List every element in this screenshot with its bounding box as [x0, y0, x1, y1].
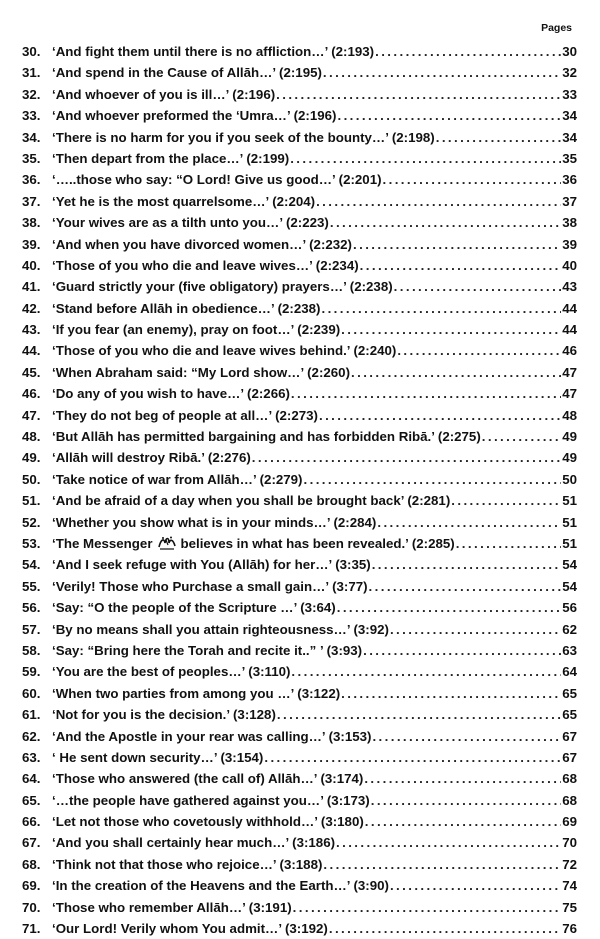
entry-title: ‘Then depart from the place…’ (2:199): [52, 150, 290, 166]
toc-entry: [22, 790, 577, 811]
toc-entry: [22, 918, 577, 939]
entry-page-number: 30: [562, 44, 577, 59]
entry-title-part: believes in what has been revealed.’ (2:285): [180, 535, 455, 551]
toc-entry: [22, 897, 577, 918]
entry-title: ‘Verily! Those who Purchase a small gain…’ (3:77): [52, 578, 368, 594]
entry-title: ‘By no means shall you attain righteousness…’ (3:92): [52, 621, 389, 637]
toc-entry: [22, 383, 577, 404]
entry-page-number: 37: [562, 193, 577, 209]
toc-entry: [22, 726, 577, 747]
entry-number: 56.: [22, 600, 41, 616]
dot-leader: [293, 897, 562, 918]
toc-entry: [22, 447, 577, 468]
entry-title: ‘And I seek refuge with You (Allāh) for her…’ (3:35): [52, 557, 371, 573]
toc-entry: [22, 234, 577, 255]
dot-leader: [383, 169, 562, 190]
entry-page-number: 38: [562, 215, 577, 231]
toc-entry: [22, 405, 577, 426]
toc-entry: [22, 832, 577, 853]
dot-leader: [364, 768, 561, 789]
entry-number: 69.: [22, 878, 41, 894]
dot-leader: [321, 298, 561, 319]
entry-page-number: 35: [562, 150, 577, 166]
dot-leader: [456, 533, 562, 554]
toc-entry: [22, 490, 577, 511]
entry-page-number: 56: [562, 600, 577, 616]
dot-leader: [377, 512, 561, 533]
dot-leader: [341, 319, 561, 340]
entry-number: 68.: [22, 856, 41, 872]
dot-leader: [252, 447, 561, 468]
entry-number: 43.: [22, 322, 41, 338]
toc-entry: [22, 148, 577, 169]
dot-leader: [451, 490, 561, 511]
entry-number: 46.: [22, 386, 41, 402]
dot-leader: [330, 212, 561, 233]
entry-page-number: 74: [562, 878, 577, 894]
dot-leader: [390, 875, 561, 896]
entry-number: 42.: [22, 300, 41, 316]
dot-leader: [397, 340, 561, 361]
dot-leader: [291, 661, 561, 682]
entry-title: ‘Think not that those who rejoice…’ (3:188): [52, 856, 323, 872]
entry-number: 70.: [22, 899, 41, 915]
toc-entry: [22, 169, 577, 190]
toc-entry: [22, 512, 577, 533]
entry-page-number: 54: [562, 578, 577, 594]
dot-leader: [341, 683, 561, 704]
toc-entry: [22, 191, 577, 212]
entry-number: 41.: [22, 279, 41, 295]
entry-title: ‘…..those who say: “O Lord! Give us good…’ (2:201): [52, 172, 382, 188]
entry-number: 30.: [22, 44, 41, 59]
toc-entry: [22, 362, 577, 383]
entry-number: 40.: [22, 257, 41, 273]
entry-number: 55.: [22, 578, 41, 594]
entry-title-part: ‘The Messenger: [52, 535, 153, 551]
entry-number: 57.: [22, 621, 41, 637]
dot-leader: [365, 811, 561, 832]
entry-number: 35.: [22, 150, 41, 166]
table-of-contents: [22, 41, 577, 939]
dot-leader: [372, 554, 562, 575]
dot-leader: [482, 426, 561, 447]
toc-entry: [22, 41, 577, 62]
entry-page-number: 62: [562, 621, 577, 637]
dot-leader: [277, 704, 561, 725]
entry-page-number: 47: [562, 386, 577, 402]
toc-entry: [22, 298, 577, 319]
entry-title: ‘And be afraid of a day when you shall be brought back’ (2:281): [52, 493, 451, 509]
entry-page-number: 54: [562, 557, 577, 573]
entry-title: ‘And whoever preformed the ‘Umra…’ (2:196): [52, 108, 337, 124]
entry-number: 49.: [22, 450, 41, 466]
entry-title: ‘Say: “O the people of the Scripture …’ (3:64): [52, 600, 336, 616]
entry-title: ‘Your wives are as a tilth unto you…’ (2:223): [52, 215, 329, 231]
entry-title: ‘Our Lord! Verily whom You admit…’ (3:192): [52, 921, 328, 937]
dot-leader: [337, 597, 561, 618]
entry-page-number: 69: [562, 814, 577, 830]
entry-page-number: 65: [562, 707, 577, 723]
entry-number: 59.: [22, 664, 41, 680]
dot-leader: [371, 790, 561, 811]
entry-title: ‘If you fear (an enemy), pray on foot…’ (2:239): [52, 322, 341, 338]
toc-entry: [22, 276, 577, 297]
entry-title: ‘Those who answered (the call of) Allāh…’ (3:174): [52, 771, 364, 787]
entry-number: 51.: [22, 493, 41, 509]
entry-title: ‘And you shall certainly hear much…’ (3:186): [52, 835, 336, 851]
toc-entry: [22, 683, 577, 704]
entry-title: ‘Guard strictly your (five obligatory) prayers…’ (2:238): [52, 279, 393, 295]
entry-number: 39.: [22, 236, 41, 252]
entry-page-number: 48: [562, 407, 577, 423]
entry-page-number: 49: [562, 429, 577, 445]
entry-title: ‘Do any of you wish to have…’ (2:266): [52, 386, 290, 402]
entry-title: ‘And when you have divorced women…’ (2:232): [52, 236, 352, 252]
calligraphy-seal-icon: [157, 535, 177, 551]
entry-number: 52.: [22, 514, 41, 530]
entry-page-number: 33: [562, 86, 577, 102]
entry-title: ‘…the people have gathered against you…’ (3:173): [52, 792, 370, 808]
pages-column-label: Pages: [541, 22, 572, 34]
dot-leader: [353, 234, 561, 255]
entry-title: ‘You are the best of peoples…’ (3:110): [52, 664, 291, 680]
entry-title: ‘Say: “Bring here the Torah and recite it..” ’ (3:93): [52, 642, 363, 658]
entry-page-number: 70: [562, 835, 577, 851]
entry-title: ‘ He sent down security…’ (3:154): [52, 749, 264, 765]
entry-page-number: 50: [562, 471, 577, 487]
toc-entry: [22, 255, 577, 276]
entry-page-number: 51: [562, 514, 577, 530]
entry-page-number: 76: [562, 921, 577, 937]
toc-entry: [22, 576, 577, 597]
entry-number: 71.: [22, 921, 41, 937]
toc-entry: [22, 340, 577, 361]
toc-entry: [22, 84, 577, 105]
toc-entry: [22, 704, 577, 725]
entry-number: 66.: [22, 814, 41, 830]
entry-number: 37.: [22, 193, 41, 209]
entry-title: ‘Those who remember Allāh…’ (3:191): [52, 899, 292, 915]
entry-page-number: 43: [562, 279, 577, 295]
dot-leader: [436, 127, 561, 148]
entry-page-number: 32: [562, 65, 577, 81]
dot-leader: [375, 41, 561, 62]
entry-number: 65.: [22, 792, 41, 808]
toc-entry: [22, 747, 577, 768]
entry-number: 63.: [22, 749, 41, 765]
dot-leader: [291, 383, 561, 404]
toc-entry: [22, 319, 577, 340]
entry-number: 38.: [22, 215, 41, 231]
entry-number: 64.: [22, 771, 41, 787]
entry-number: 45.: [22, 364, 41, 380]
entry-page-number: 49: [562, 450, 577, 466]
entry-title: ‘And spend in the Cause of Allāh…’ (2:195): [52, 65, 322, 81]
entry-title: ‘When two parties from among you …’ (3:122): [52, 685, 341, 701]
entry-title: ‘They do not beg of people at all…’ (2:273): [52, 407, 318, 423]
entry-title: ‘And the Apostle in your rear was calling…’ (3:153): [52, 728, 372, 744]
entry-page-number: 36: [562, 172, 577, 188]
toc-entry: [22, 768, 577, 789]
entry-title: ‘And fight them until there is no affliction…’ (2:193): [52, 44, 375, 59]
dot-leader: [316, 191, 561, 212]
entry-number: 61.: [22, 707, 41, 723]
entry-title: ‘Allāh will destroy Ribā.’ (2:276): [52, 450, 251, 466]
toc-entry: [22, 105, 577, 126]
toc-entry: [22, 619, 577, 640]
entry-number: 33.: [22, 108, 41, 124]
toc-entry: [22, 597, 577, 618]
entry-title: ‘In the creation of the Heavens and the Earth…’ (3:90): [52, 878, 389, 894]
entry-title: ‘Not for you is the decision.’ (3:128): [52, 707, 276, 723]
toc-entry: [22, 469, 577, 490]
entry-page-number: 63: [562, 642, 577, 658]
entry-page-number: 67: [562, 749, 577, 765]
entry-number: 31.: [22, 65, 41, 81]
entry-page-number: 51: [562, 535, 577, 551]
entry-page-number: 65: [562, 685, 577, 701]
entry-number: 53.: [22, 535, 41, 551]
entry-page-number: 68: [562, 771, 577, 787]
toc-entry: [22, 533, 577, 554]
entry-title: ‘And whoever of you is ill…’ (2:196): [52, 86, 276, 102]
dot-leader: [264, 747, 561, 768]
dot-leader: [351, 362, 561, 383]
dot-leader: [329, 918, 561, 939]
dot-leader: [304, 469, 562, 490]
toc-entry: [22, 854, 577, 875]
entry-title: ‘Whether you show what is in your minds…’ (2:284): [52, 514, 377, 530]
entry-page-number: 68: [562, 792, 577, 808]
toc-entry: [22, 640, 577, 661]
entry-page-number: 64: [562, 664, 577, 680]
entry-page-number: 46: [562, 343, 577, 359]
entry-page-number: 40: [562, 257, 577, 273]
toc-entry: [22, 811, 577, 832]
dot-leader: [290, 148, 561, 169]
entry-page-number: 72: [562, 856, 577, 872]
dot-leader: [336, 832, 561, 853]
entry-page-number: 34: [562, 129, 577, 145]
dot-leader: [323, 62, 561, 83]
entry-number: 54.: [22, 557, 41, 573]
entry-page-number: 44: [562, 300, 577, 316]
entry-title: ‘But Allāh has permitted bargaining and has forbidden Ribā.’ (2:275): [52, 429, 481, 445]
entry-page-number: 67: [562, 728, 577, 744]
entry-number: 34.: [22, 129, 41, 145]
dot-leader: [372, 726, 561, 747]
entry-number: 62.: [22, 728, 41, 744]
dot-leader: [323, 854, 561, 875]
entry-number: 67.: [22, 835, 41, 851]
entry-title: [52, 533, 455, 554]
toc-entry: [22, 875, 577, 896]
entry-page-number: 51: [562, 493, 577, 509]
entry-number: 60.: [22, 685, 41, 701]
toc-entry: [22, 661, 577, 682]
entry-number: 48.: [22, 429, 41, 445]
dot-leader: [363, 640, 561, 661]
entry-title: ‘Yet he is the most quarrelsome…’ (2:204): [52, 193, 316, 209]
entry-title: ‘There is no harm for you if you seek of the bounty…’ (2:198): [52, 129, 435, 145]
entry-number: 44.: [22, 343, 41, 359]
dot-leader: [394, 276, 562, 297]
dot-leader: [360, 255, 562, 276]
entry-title: ‘When Abraham said: “My Lord show…’ (2:260): [52, 364, 350, 380]
dot-leader: [390, 619, 561, 640]
toc-entry: [22, 127, 577, 148]
dot-leader: [369, 576, 562, 597]
entry-number: 47.: [22, 407, 41, 423]
dot-leader: [276, 84, 561, 105]
dot-leader: [337, 105, 561, 126]
entry-page-number: 34: [562, 108, 577, 124]
entry-title: ‘Those of you who die and leave wives behind.’ (2:240): [52, 343, 397, 359]
entry-number: 50.: [22, 471, 41, 487]
toc-entry: [22, 426, 577, 447]
entry-page-number: 44: [562, 322, 577, 338]
entry-title: ‘Stand before Allāh in obedience…’ (2:238): [52, 300, 321, 316]
dot-leader: [319, 405, 561, 426]
entry-title: ‘Take notice of war from Allāh…’ (2:279): [52, 471, 303, 487]
entry-page-number: 47: [562, 364, 577, 380]
toc-entry: [22, 212, 577, 233]
entry-title: ‘Let not those who covetously withhold…’ (3:180): [52, 814, 364, 830]
toc-entry: [22, 554, 577, 575]
entry-number: 32.: [22, 86, 41, 102]
entry-number: 58.: [22, 642, 41, 658]
entry-page-number: 39: [562, 236, 577, 252]
entry-number: 36.: [22, 172, 41, 188]
entry-title: ‘Those of you who die and leave wives…’ (2:234): [52, 257, 359, 273]
entry-page-number: 75: [562, 899, 577, 915]
toc-entry: [22, 62, 577, 83]
